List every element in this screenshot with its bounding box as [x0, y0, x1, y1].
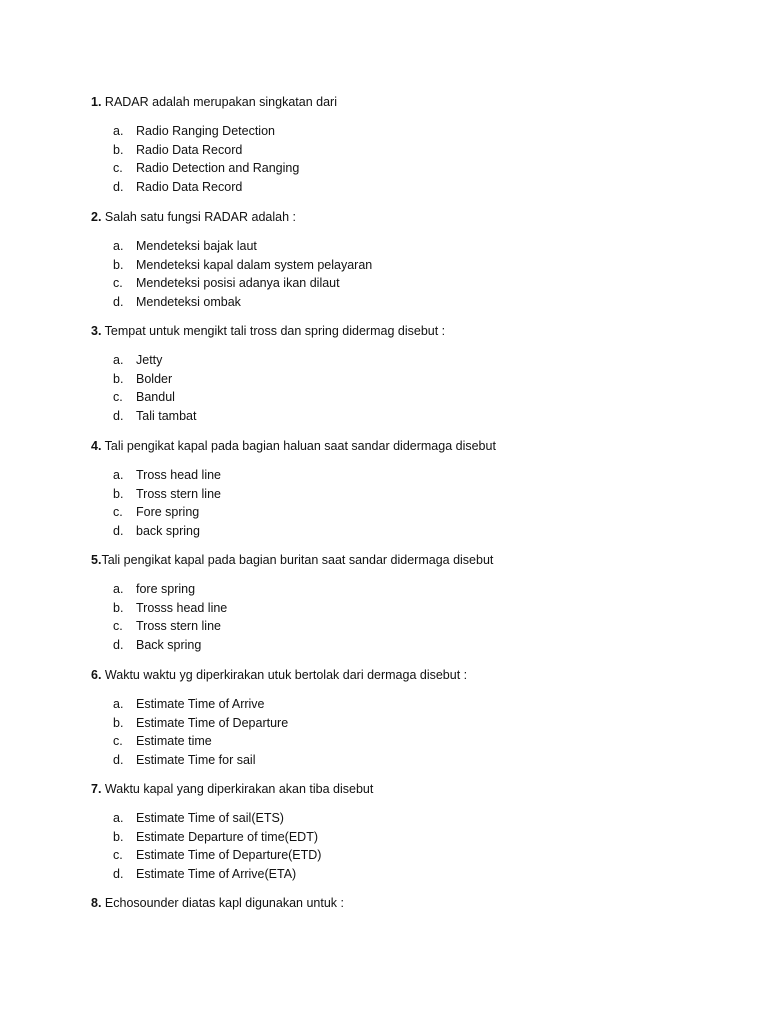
option-list — [113, 695, 288, 770]
option-text: Estimate time — [136, 734, 212, 749]
option-b — [113, 485, 221, 504]
option-letter: a. — [113, 582, 124, 596]
option-letter: a. — [113, 239, 124, 253]
option-letter: b. — [113, 371, 124, 386]
option-letter: a. — [113, 468, 124, 482]
option-b — [113, 828, 321, 847]
question-number: 5. — [91, 553, 102, 567]
option-c — [113, 503, 221, 522]
question-8-text — [91, 895, 731, 911]
option-text: Jetty — [136, 353, 163, 367]
question-prompt: Tali pengikat kapal pada bagian haluan saat sandar didermaga disebut — [101, 439, 496, 453]
option-letter: a. — [113, 811, 124, 825]
option-text: fore spring — [136, 582, 196, 596]
option-text: Back spring — [136, 638, 202, 653]
option-text: back spring — [136, 524, 200, 539]
option-text: Bandul — [136, 390, 175, 405]
option-b — [113, 256, 372, 275]
option-a — [113, 695, 288, 714]
option-c — [113, 388, 196, 407]
option-d — [113, 522, 221, 541]
option-a — [113, 351, 196, 370]
option-text: Tali tambat — [136, 409, 197, 424]
option-text: Tross stern line — [136, 486, 221, 501]
question-5-text — [91, 552, 731, 568]
question-number: 8. — [91, 896, 102, 910]
option-text: Estimate Time for sail — [136, 753, 256, 768]
option-text: Radio Data Record — [136, 142, 243, 157]
question-6 — [91, 667, 731, 768]
option-d — [113, 865, 321, 884]
question-7-text — [91, 781, 731, 797]
option-list — [113, 809, 321, 884]
option-letter: b. — [113, 829, 124, 844]
question-2 — [91, 209, 731, 310]
option-b — [113, 141, 299, 160]
option-letter: b. — [113, 257, 124, 272]
question-3 — [91, 323, 731, 424]
option-b — [113, 370, 196, 389]
question-4 — [91, 438, 731, 539]
option-text: Trosss head line — [136, 600, 228, 615]
option-letter: c. — [113, 619, 123, 634]
option-letter: a. — [113, 124, 124, 138]
question-prompt: Echosounder diatas kapl digunakan untuk : — [101, 896, 344, 910]
option-letter: c. — [113, 734, 123, 749]
option-text: Fore spring — [136, 505, 200, 520]
option-letter: b. — [113, 715, 124, 730]
option-c — [113, 274, 372, 293]
question-prompt: Salah satu fungsi RADAR adalah : — [101, 210, 296, 224]
option-text: Radio Ranging Detection — [136, 124, 275, 138]
option-list — [113, 122, 299, 197]
option-text: Estimate Time of Arrive — [136, 697, 265, 711]
option-list — [113, 351, 196, 426]
option-c — [113, 159, 299, 178]
option-c — [113, 617, 227, 636]
option-d — [113, 636, 227, 655]
option-list — [113, 466, 221, 541]
option-a — [113, 466, 221, 485]
question-number: 4. — [91, 439, 102, 453]
option-d — [113, 178, 299, 197]
question-7 — [91, 781, 731, 882]
option-list — [113, 237, 372, 312]
option-letter: d. — [113, 867, 124, 882]
option-letter: c. — [113, 276, 123, 291]
option-d — [113, 751, 288, 770]
option-b — [113, 714, 288, 733]
option-letter: c. — [113, 505, 123, 520]
option-text: Radio Data Record — [136, 180, 243, 195]
question-5 — [91, 552, 731, 653]
option-d — [113, 293, 372, 312]
option-d — [113, 407, 196, 426]
option-text: Radio Detection and Ranging — [136, 161, 300, 176]
option-text: Estimate Time of Departure(ETD) — [136, 848, 322, 863]
question-1-text — [91, 94, 731, 110]
option-c — [113, 732, 288, 751]
option-a — [113, 580, 227, 599]
option-b — [113, 599, 227, 618]
question-2-text — [91, 209, 731, 225]
option-text: Mendeteksi posisi adanya ikan dilaut — [136, 276, 340, 291]
option-text: Bolder — [136, 371, 173, 386]
option-letter: c. — [113, 161, 123, 176]
question-prompt: Tali pengikat kapal pada bagian buritan saat sandar didermaga disebut — [101, 553, 494, 567]
option-letter: d. — [113, 409, 124, 424]
option-list — [113, 580, 227, 655]
option-letter: b. — [113, 142, 124, 157]
option-text: Tross stern line — [136, 619, 221, 634]
question-number: 7. — [91, 782, 102, 796]
option-text: Mendeteksi bajak laut — [136, 239, 257, 253]
question-number: 2. — [91, 210, 102, 224]
option-letter: d. — [113, 753, 124, 768]
option-text: Estimate Time of sail(ETS) — [136, 811, 284, 825]
option-letter: d. — [113, 295, 124, 310]
question-6-text — [91, 667, 731, 683]
option-text: Mendeteksi kapal dalam system pelayaran — [136, 257, 373, 272]
option-letter: d. — [113, 638, 124, 653]
option-c — [113, 846, 321, 865]
question-4-text — [91, 438, 731, 454]
option-text: Estimate Departure of time(EDT) — [136, 829, 318, 844]
question-1 — [91, 94, 731, 195]
question-8 — [91, 895, 731, 911]
option-text: Tross head line — [136, 468, 221, 482]
option-a — [113, 122, 299, 141]
option-letter: c. — [113, 390, 123, 405]
option-letter: b. — [113, 486, 124, 501]
option-text: Estimate Time of Arrive(ETA) — [136, 867, 297, 882]
question-prompt: Waktu kapal yang diperkirakan akan tiba disebut — [101, 782, 374, 796]
option-a — [113, 809, 321, 828]
question-3-text — [91, 323, 731, 339]
option-letter: a. — [113, 697, 124, 711]
question-prompt: Waktu waktu yg diperkirakan utuk bertolak dari dermaga disebut : — [101, 668, 468, 682]
question-prompt: Tempat untuk mengikt tali tross dan spring didermag disebut : — [101, 324, 446, 338]
option-letter: d. — [113, 180, 124, 195]
option-letter: a. — [113, 353, 124, 367]
option-a — [113, 237, 372, 256]
question-prompt: RADAR adalah merupakan singkatan dari — [101, 95, 337, 109]
option-letter: b. — [113, 600, 124, 615]
option-text: Mendeteksi ombak — [136, 295, 241, 310]
option-letter: c. — [113, 848, 123, 863]
question-number: 6. — [91, 668, 102, 682]
question-number: 3. — [91, 324, 102, 338]
option-letter: d. — [113, 524, 124, 539]
option-text: Estimate Time of Departure — [136, 715, 289, 730]
question-number: 1. — [91, 95, 102, 109]
